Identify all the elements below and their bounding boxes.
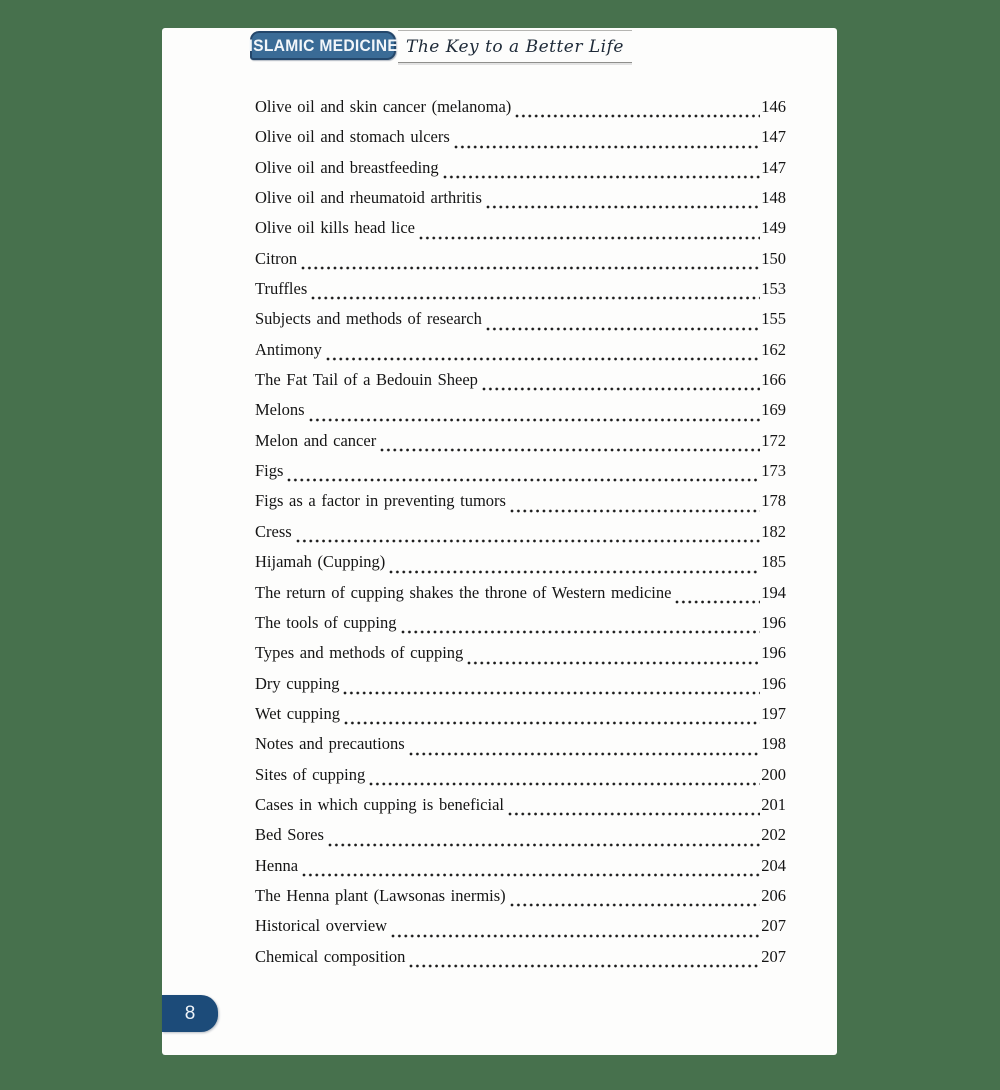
toc-dot-leader: [467, 661, 760, 665]
toc-dot-leader: [343, 691, 760, 695]
toc-dot-leader: [301, 266, 760, 270]
toc-entry: [255, 95, 786, 125]
toc-dot-leader: [389, 570, 760, 574]
toc-entry-title: Olive oil and rheumatoid arthritis: [255, 188, 482, 208]
toc-dot-leader: [369, 782, 760, 786]
page-number-tab: [162, 995, 218, 1032]
toc-dot-leader: [419, 236, 760, 240]
toc-entry-page: 207: [761, 946, 786, 966]
book-title-label: The Key to a Better Life: [406, 36, 624, 57]
toc-entry: [255, 793, 786, 823]
toc-entry: [255, 398, 786, 428]
toc-dot-leader: [380, 448, 760, 452]
toc-entry-page: 150: [761, 248, 786, 268]
toc-entry-page: 200: [761, 764, 786, 784]
toc-entry: [255, 702, 786, 732]
toc-entry: [255, 641, 786, 671]
toc-entry-page: 166: [761, 370, 786, 390]
toc-entry: [255, 672, 786, 702]
toc-dot-leader: [409, 752, 761, 756]
toc-entry-page: 201: [761, 794, 786, 814]
toc-entry-page: 153: [761, 279, 786, 299]
book-title-box: [398, 30, 632, 63]
toc-entry-title: Antimony: [255, 339, 322, 359]
toc-entry-title: Figs as a factor in preventing tumors: [255, 491, 506, 511]
toc-dot-leader: [486, 327, 760, 331]
toc-entry-title: Melons: [255, 400, 305, 420]
toc-entry-page: 206: [761, 885, 786, 905]
toc-entry-page: 148: [761, 188, 786, 208]
toc-entry: [255, 914, 786, 944]
toc-entry-page: 178: [761, 491, 786, 511]
toc-entry-title: Historical overview: [255, 916, 388, 936]
toc-entry-title: Types and methods of cupping: [255, 643, 464, 663]
toc-entry: [255, 368, 786, 398]
toc-entry: [255, 884, 786, 914]
toc-entry: [255, 945, 786, 975]
toc-list: [255, 95, 786, 975]
toc-entry-page: 196: [761, 673, 786, 693]
toc-entry: [255, 186, 786, 216]
toc-entry: [255, 125, 786, 155]
toc-dot-leader: [515, 114, 760, 118]
toc-dot-leader: [344, 721, 760, 725]
toc-entry: [255, 489, 786, 519]
toc-dot-leader: [486, 205, 760, 209]
toc-entry-page: 173: [761, 461, 786, 481]
toc-entry: [255, 338, 786, 368]
toc-entry-title: Cases in which cupping is beneficial: [255, 794, 504, 814]
toc-entry-page: 204: [761, 855, 786, 875]
toc-entry: [255, 763, 786, 793]
toc-entry-title: Wet cupping: [255, 703, 340, 723]
toc-entry-title: Olive oil and stomach ulcers: [255, 127, 450, 147]
toc-entry-title: Bed Sores: [255, 825, 324, 845]
toc-entry-title: Olive oil and breastfeeding: [255, 157, 439, 177]
toc-dot-leader: [510, 903, 761, 907]
series-title-badge: [250, 31, 396, 60]
toc-entry-page: 196: [761, 643, 786, 663]
toc-entry-page: 146: [761, 97, 786, 116]
toc-entry: [255, 156, 786, 186]
toc-entry: [255, 581, 786, 611]
toc-entry: [255, 854, 786, 884]
toc-entry-page: 147: [761, 157, 786, 177]
toc-dot-leader: [296, 539, 761, 543]
toc-entry-page: 155: [761, 309, 786, 329]
page-header: [162, 28, 837, 90]
toc-entry: [255, 277, 786, 307]
toc-entry-title: Figs: [255, 461, 284, 481]
toc-entry-page: 182: [761, 521, 786, 541]
toc-entry-title: Olive oil kills head lice: [255, 218, 415, 238]
toc-entry-page: 169: [761, 400, 786, 420]
toc-entry: [255, 247, 786, 277]
series-title-label: ISLAMIC MEDICINE: [248, 35, 398, 55]
toc-dot-leader: [302, 873, 760, 877]
toc-dot-leader: [454, 145, 760, 149]
toc-entry: [255, 550, 786, 580]
toc-entry-page: 194: [761, 582, 786, 602]
toc-dot-leader: [311, 296, 760, 300]
toc-entry: [255, 520, 786, 550]
toc-entry-title: Henna: [255, 855, 299, 875]
toc-entry-title: The Henna plant (Lawsonas inermis): [255, 885, 506, 905]
toc-dot-leader: [409, 964, 760, 968]
toc-entry-title: Hijamah (Cupping): [255, 552, 386, 572]
toc-entry-title: Notes and precautions: [255, 734, 405, 754]
toc-entry-title: Cress: [255, 521, 292, 541]
toc-dot-leader: [309, 418, 761, 422]
toc-entry: [255, 216, 786, 246]
toc-entry-page: 197: [761, 703, 786, 723]
toc-entry-title: Citron: [255, 248, 298, 268]
toc-entry-title: Truffles: [255, 279, 308, 299]
page-number-label: 8: [184, 1002, 196, 1024]
toc-dot-leader: [510, 509, 760, 513]
toc-dot-leader: [391, 934, 760, 938]
toc-entry-page: 207: [761, 916, 786, 936]
toc-entry: [255, 823, 786, 853]
toc-entry-page: 162: [761, 339, 786, 359]
toc-entry-title: The Fat Tail of a Bedouin Sheep: [255, 370, 478, 390]
toc-entry: [255, 732, 786, 762]
toc-entry-title: The return of cupping shakes the throne of Western medicine: [255, 582, 672, 602]
toc-entry-page: 198: [761, 734, 786, 754]
toc-dot-leader: [482, 387, 760, 391]
toc-entry-page: 147: [761, 127, 786, 147]
toc-entry-page: 172: [761, 430, 786, 450]
toc-entry: [255, 307, 786, 337]
toc-dot-leader: [401, 630, 761, 634]
toc-entry-title: Melon and cancer: [255, 430, 377, 450]
toc-entry: [255, 429, 786, 459]
toc-entry-title: Chemical composition: [255, 946, 406, 966]
toc-entry-page: 185: [761, 552, 786, 572]
book-page: [162, 28, 837, 1055]
toc-entry: [255, 459, 786, 489]
toc-dot-leader: [326, 357, 760, 361]
toc-dot-leader: [328, 843, 760, 847]
toc-entry-page: 202: [761, 825, 786, 845]
toc-entry-page: 196: [761, 612, 786, 632]
toc-dot-leader: [675, 600, 760, 604]
toc-entry-title: Sites of cupping: [255, 764, 366, 784]
toc-entry-page: 149: [761, 218, 786, 238]
toc-entry: [255, 611, 786, 641]
toc-dot-leader: [508, 812, 760, 816]
toc-entry-title: Subjects and methods of research: [255, 309, 482, 329]
toc-entry-title: Dry cupping: [255, 673, 340, 693]
toc-dot-leader: [443, 175, 761, 179]
toc-entry-title: Olive oil and skin cancer (melanoma): [255, 97, 512, 116]
toc-dot-leader: [287, 478, 760, 482]
toc-entry-title: The tools of cupping: [255, 612, 397, 632]
